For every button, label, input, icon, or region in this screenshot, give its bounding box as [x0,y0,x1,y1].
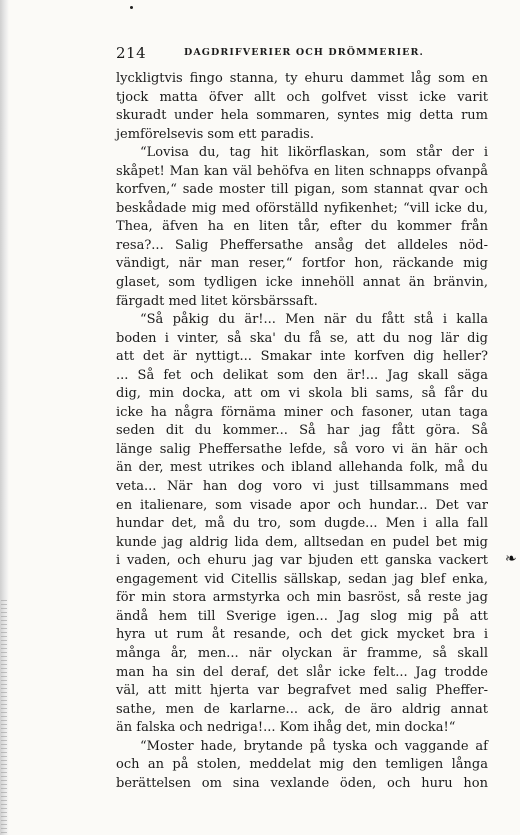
text-line: vändigt, när man reser,“ fortfor hon, räckande mig [116,256,488,272]
text-line: hundar det, må du tro, som dugde... Men i alla fall [116,516,488,532]
text-line: Thea, äfven ha en liten tår, efter du kommer från [116,219,488,235]
body-text [116,70,488,793]
text-line: lyckligtvis fingo stanna, ty ehuru dammet låg som en [116,71,488,86]
text-line: kunde jag aldrig lida dem, alltsedan en pudel bet mig [116,534,488,550]
text-line: berättelsen om sina vexlande öden, och huru hon [116,775,488,791]
text-line: seden dit du kommer... Så har jag fått göra. Så [116,423,488,439]
text-line: väl, att mitt hjerta var begrafvet med salig Pheffer- [116,683,488,699]
text-line: “Så påkig du är!... Men när du fått stå i kalla [140,312,488,328]
text-line: en italienare, som visade apor och hundar... Det var [116,497,488,513]
running-title: DAGDRIFVERIER OCH DRÖMMERIER. [184,47,424,58]
text-line: “Lovisa du, tag hit likörflaskan, som står der i [140,145,488,161]
text-line: “Moster hade, brytande på tyska och vaggande af [140,738,488,754]
text-line: engagement vid Citellis sällskap, sedan jag blef enka, [116,571,488,587]
text-line: hyra ut rum åt resande, och det gick mycket bra i [116,627,488,643]
text-line: korfven,“ sade moster till pigan, som stannat qvar och [116,182,488,198]
text-line: skåpet! Man kan väl behöfva en liten schnapps ofvanpå [116,163,488,179]
text-line: beskådade mig med oförställd nyfikenhet; “vill icke du, [116,200,488,216]
text-line: och an på stolen, meddelat mig den temligen långa [116,757,488,773]
text-line: än der, mest utrikes och ibland allehanda folk, må du [116,460,488,476]
page-header [116,44,506,62]
scan-gutter-lines [1,600,7,835]
text-line: tjock matta öfver allt och golfvet visst icke varit [116,89,488,105]
text-line: sathe, men de karlarne... ack, de äro aldrig annat [116,701,488,717]
text-line: jemförelsevis som ett paradis. [116,126,314,142]
text-line: skuradt under hela sommaren, syntes mig detta rum [116,108,488,124]
text-line: färgadt med litet körsbärssaft. [116,293,318,309]
text-line: många år, men... när olyckan är framme, så skall [116,645,488,661]
text-line: man ha sin del deraf, det slår icke felt... Jag trodde [116,664,488,680]
text-line: veta... När han dog voro vi just tillsammans med [116,479,488,495]
text-line: än falska och nedriga!... Kom ihåg det, min docka!“ [116,720,456,736]
text-line: länge salig Pheffersathe lefde, så voro vi än här och [116,441,488,457]
text-line: boden i vinter, så ska' du få se, att du nog lär dig [116,330,488,346]
text-line: ... Så fet och delikat som den är!... Jag skall säga [116,367,488,383]
text-line: dig, min docka, att om vi skola bli sams, så får du [116,386,488,402]
margin-mark: ❧ [505,551,517,567]
text-line: för min stora armstyrka och min basröst, så reste jag [116,590,488,606]
ink-speck [130,6,133,9]
text-line: att det är nyttigt... Smakar inte korfven dig heller? [116,349,488,365]
text-line: glaset, som tydligen icke innehöll annat än bränvin, [116,275,488,291]
text-line: i vaden, och ehuru jag var bjuden ett ganska vackert [116,553,488,569]
text-line: ändå hem till Sverige igen... Jag slog mig på att [116,608,488,624]
text-line: icke ha några förnäma miner och fasoner, utan taga [116,404,488,420]
page-number: 214 [116,44,147,62]
text-line: resa?... Salig Pheffersathe ansåg det alldeles nöd- [116,237,488,253]
